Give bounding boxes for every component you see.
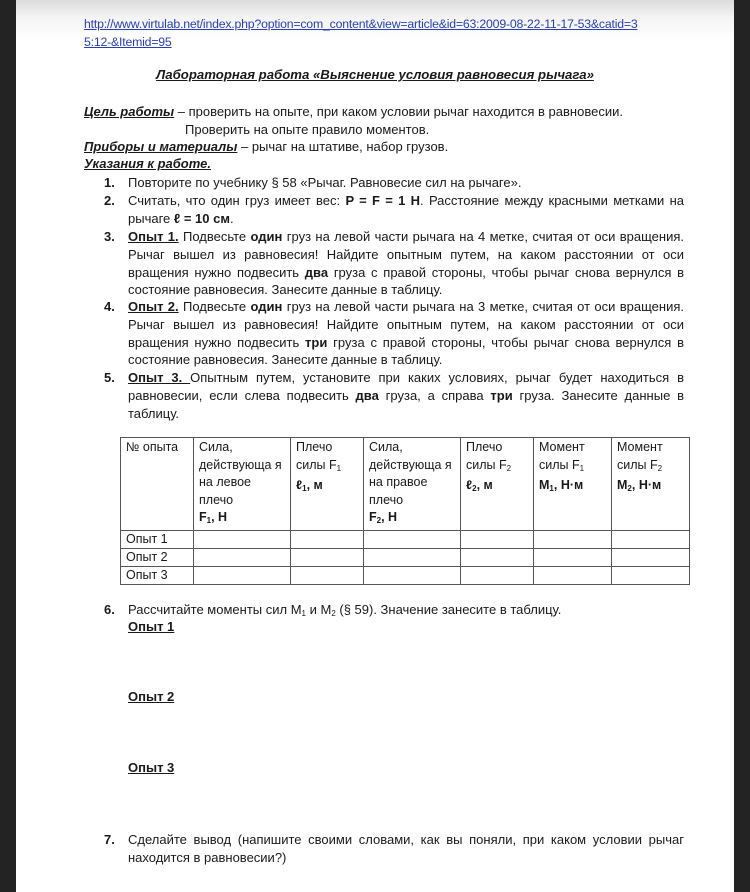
calc-section-3: Опыт 3: [128, 760, 175, 775]
item-text: Считать, что один груз имеет вес: P = F = 1 Н. Расстояние между красными метками на рычаге ℓ = 10 см.: [128, 193, 684, 226]
table-row: [121, 548, 690, 566]
header-cell-arm-right: Плечо силы $F_2$ ℓ$_2$, м: [461, 438, 534, 531]
row-label: Опыт 1: [121, 530, 194, 548]
item-text: Опыт 3. Опытным путем, установите при каких условиях, рычаг будет находиться в равновесии, если слева подвесить два груза, а справа три груза. Занесите данные в таблицу.: [128, 370, 685, 421]
table-cell[interactable]: [291, 530, 364, 548]
table-cell[interactable]: [364, 548, 461, 566]
table-cell[interactable]: [194, 530, 291, 548]
goal-text: – проверить на опыте, при каком условии рычаг находится в равновесии.: [174, 104, 623, 119]
table-header-row: [121, 438, 690, 531]
table-cell[interactable]: [534, 530, 612, 548]
document-page: [16, 0, 734, 892]
calc-section-2: Опыт 2: [128, 689, 175, 704]
table-cell[interactable]: [612, 548, 690, 566]
item-text: Опыт 2. Подвесьте один груз на левой части рычага на 3 метке, считая от оси вращения. Рычаг вышел из равновесия! Найдите опытным путем, на каком расстоянии от оси вращения нужно подвесить три груза с правой стороны, чтобы рычаг снова вернулся в состояние равновесия. Занесите данные в таблицу.: [128, 299, 685, 368]
tools-line: [84, 138, 448, 156]
instruction-item-3: [104, 228, 684, 299]
item-number: 5.: [104, 370, 115, 385]
table-cell[interactable]: [534, 566, 612, 584]
table-cell[interactable]: [194, 566, 291, 584]
table-cell[interactable]: [364, 566, 461, 584]
header-cell-force-right: Сила, действующа я на правое плечо $F_2$, Н: [364, 438, 461, 531]
tools-text: – рычаг на штативе, набор грузов.: [237, 139, 449, 154]
item-number: 1.: [104, 175, 115, 190]
row-label: Опыт 3: [121, 566, 194, 584]
table-cell[interactable]: [461, 530, 534, 548]
table-cell[interactable]: [291, 548, 364, 566]
header-cell-arm-left: Плечо силы $F_1$ ℓ$_1$, м: [291, 438, 364, 531]
header-cell-experiment: № опыта: [121, 438, 194, 531]
instruction-item-6: [104, 601, 684, 623]
table-cell[interactable]: [612, 530, 690, 548]
item-text: Рассчитайте моменты сил $M_1$ и $M_2$ (§ 59). Значение занесите в таблицу.: [128, 602, 562, 618]
table-cell[interactable]: [461, 548, 534, 566]
goal-line: [84, 103, 623, 121]
table-cell[interactable]: [291, 566, 364, 584]
instructions-heading: Указания к работе.: [84, 156, 211, 171]
source-link[interactable]: http://www.virtulab.net/index.php?option=com_content&view=article&id=63:2009-08-22-11-17-53&catid=35:12-&Itemid=95: [84, 17, 638, 49]
item-text: Сделайте вывод (напишите своими словами, как вы поняли, при каком условии рычаг находится в равновесии?): [128, 832, 684, 865]
table-cell[interactable]: [534, 548, 612, 566]
document-title: Лабораторная работа «Выяснение условия равновесия рычага»: [156, 67, 594, 82]
row-label: Опыт 2: [121, 548, 194, 566]
instruction-item-4: [104, 298, 684, 369]
item-text: Опыт 1. Подвесьте один груз на левой части рычага на 4 метке, считая от оси вращения. Рычаг вышел из равновесия! Найдите опытным путем, на каком расстоянии от оси вращения нужно подвесить два груза с правой стороны, чтобы рычаг снова вернулся в состояние равновесия. Занесите данные в таблицу.: [128, 229, 685, 298]
table-cell[interactable]: [364, 530, 461, 548]
item-number: 7.: [104, 832, 115, 847]
tools-label: Приборы и материалы: [84, 139, 238, 154]
table-row: [121, 566, 690, 584]
header-cell-force-left: Сила, действующа я на левое плечо $F_1$, Н: [194, 438, 291, 531]
instruction-item-5: [104, 369, 684, 422]
table-cell[interactable]: [194, 548, 291, 566]
table-cell[interactable]: [612, 566, 690, 584]
header-cell-moment-1: Момент силы $F_1$ $M_1$, Н·м: [534, 438, 612, 531]
goal-label: Цель работы: [84, 104, 175, 119]
table-row: [121, 530, 690, 548]
table-cell[interactable]: [461, 566, 534, 584]
item-number: 4.: [104, 299, 115, 314]
instruction-item-1: [104, 174, 684, 192]
goal-text-2: Проверить на опыте правило моментов.: [185, 122, 430, 137]
data-table: [120, 437, 690, 585]
item-number: 2.: [104, 193, 115, 208]
item-number: 6.: [104, 602, 115, 617]
calc-section-1: Опыт 1: [128, 619, 175, 634]
item-text: Повторите по учебнику § 58 «Рычаг. Равновесие сил на рычаге».: [128, 175, 522, 190]
header-cell-moment-2: Момент силы $F_2$ $M_2$, Н·м: [612, 438, 690, 531]
instruction-item-7: [104, 831, 684, 867]
instruction-item-2: [104, 192, 684, 228]
item-number: 3.: [104, 229, 115, 244]
